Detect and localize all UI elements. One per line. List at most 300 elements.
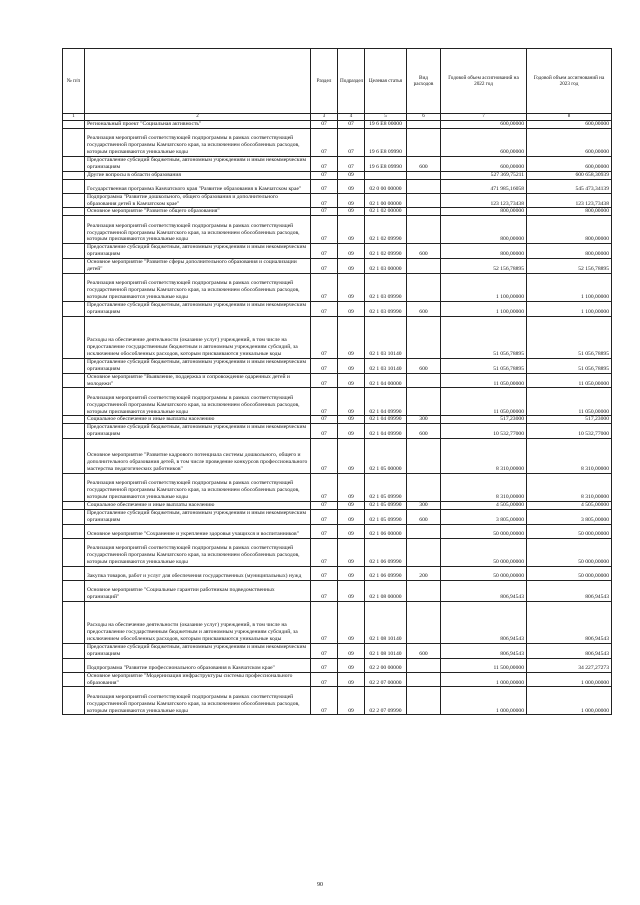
cell-section: 07 — [311, 424, 338, 439]
cell-section: 07 — [311, 358, 338, 373]
cell-allocation-2022: 1 000,00000 — [441, 672, 527, 687]
cell-allocation-2022: 52 156,78895 — [441, 259, 527, 274]
cell-expense-type: 600 — [407, 358, 441, 373]
cell-name: Основное мероприятие "Развитие кадрового потенциала системы дошкольного, общего и дополнительного образования детей, в том числе проведение конкурсов профессионального мастерства педагогических работников" — [85, 439, 311, 474]
table-row — [63, 301, 612, 316]
cell-number — [63, 244, 85, 259]
cell-expense-type: 600 — [407, 510, 441, 525]
cell-section: 07 — [311, 316, 338, 358]
cell-expense-type — [407, 474, 441, 502]
cell-target-item: 02 1 05 09990 — [365, 510, 407, 525]
cell-name: Предоставление субсидий бюджетным, автономным учреждениям и иным некоммерческим организациям — [85, 244, 311, 259]
cell-section: 07 — [311, 121, 338, 129]
cell-number — [63, 156, 85, 171]
cell-expense-type — [407, 121, 441, 129]
cell-number — [63, 658, 85, 672]
table-row — [63, 687, 612, 715]
cell-allocation-2022: 11 050,00000 — [441, 373, 527, 388]
cell-subsection: 09 — [338, 179, 365, 193]
cell-target-item: 19 6 Е8 09990 — [365, 156, 407, 171]
cell-name: Предоставление субсидий бюджетным, автономным учреждениям и иным некоммерческим организациям — [85, 510, 311, 525]
cell-allocation-2022: 527 369,75211 — [441, 171, 527, 179]
cell-allocation-2022: 1 000,00000 — [441, 687, 527, 715]
column-number: 7 — [441, 114, 527, 121]
cell-allocation-2023: 3 805,00000 — [527, 510, 612, 525]
cell-number — [63, 524, 85, 538]
table-row — [63, 179, 612, 193]
table-row — [63, 510, 612, 525]
table-row — [63, 474, 612, 502]
header-allocation-2022: Годовой объем ассигнований на 2022 год — [441, 49, 527, 114]
cell-allocation-2023: 50 000,00000 — [527, 538, 612, 566]
cell-expense-type — [407, 259, 441, 274]
cell-number — [63, 424, 85, 439]
cell-expense-type: 600 — [407, 643, 441, 658]
cell-expense-type — [407, 273, 441, 301]
page-number: 90 — [317, 882, 323, 888]
cell-name: Государственная программа Камчатского края "Развитие образования в Камчатском крае" — [85, 179, 311, 193]
cell-name: Закупка товаров, работ и услуг для обеспечения государственных (муниципальных) нужд — [85, 566, 311, 580]
cell-name: Другие вопросы в области образования — [85, 171, 311, 179]
cell-allocation-2023: 4 505,00000 — [527, 502, 612, 510]
cell-allocation-2023: 806,94543 — [527, 580, 612, 601]
cell-allocation-2023: 11 050,00000 — [527, 388, 612, 416]
cell-section: 07 — [311, 580, 338, 601]
cell-allocation-2022: 806,94543 — [441, 601, 527, 643]
cell-section: 07 — [311, 171, 338, 179]
cell-number — [63, 510, 85, 525]
cell-subsection: 09 — [338, 601, 365, 643]
cell-target-item: 02 0 00 00000 — [365, 179, 407, 193]
header-section: Раздел — [311, 49, 338, 114]
cell-target-item: 02 1 03 00000 — [365, 259, 407, 274]
cell-expense-type — [407, 193, 441, 208]
cell-name: Реализация мероприятий соответствующей подпрограммы в рамках соответствующей государственной программы Камчатского края, за исключением обособленных расходов, которым присваиваются уникальные коды — [85, 128, 311, 156]
cell-allocation-2022: 11 500,00000 — [441, 658, 527, 672]
cell-allocation-2023: 600,00000 — [527, 156, 612, 171]
cell-section: 07 — [311, 179, 338, 193]
cell-target-item: 02 1 04 09990 — [365, 388, 407, 416]
cell-number — [63, 301, 85, 316]
column-number: 5 — [365, 114, 407, 121]
cell-name: Расходы на обеспечение деятельности (оказание услуг) учреждений, в том числе на предоставление государственным бюджетным и автономным учреждениям субсидий, за исключением обособленных расходов, которым присваиваются уникальные коды — [85, 316, 311, 358]
cell-allocation-2022: 8 310,00000 — [441, 474, 527, 502]
cell-allocation-2023: 123 123,73438 — [527, 193, 612, 208]
cell-number — [63, 388, 85, 416]
cell-allocation-2023: 800,00000 — [527, 208, 612, 216]
cell-allocation-2022: 50 000,00000 — [441, 524, 527, 538]
column-number: 1 — [63, 114, 85, 121]
cell-expense-type — [407, 388, 441, 416]
cell-target-item: 02 1 06 09990 — [365, 538, 407, 566]
cell-target-item: 02 1 06 09990 — [365, 566, 407, 580]
cell-target-item: 02 1 03 09990 — [365, 301, 407, 316]
cell-number — [63, 273, 85, 301]
cell-allocation-2023: 800,00000 — [527, 244, 612, 259]
cell-target-item: 19 6 Е8 09990 — [365, 128, 407, 156]
column-number: 8 — [527, 114, 612, 121]
cell-subsection: 09 — [338, 538, 365, 566]
cell-allocation-2022: 806,94543 — [441, 580, 527, 601]
table-row — [63, 658, 612, 672]
table-row — [63, 566, 612, 580]
cell-name: Подпрограмма "Развитие профессионального образования в Камчатском крае" — [85, 658, 311, 672]
cell-name: Реализация мероприятий соответствующей подпрограммы в рамках соответствующей государственной программы Камчатского края, за исключением обособленных расходов, которым присваиваются уникальные коды — [85, 273, 311, 301]
cell-target-item: 02 2 07 09990 — [365, 687, 407, 715]
cell-number — [63, 672, 85, 687]
cell-target-item: 02 1 04 09990 — [365, 416, 407, 424]
header-subsection: Подраздел — [338, 49, 365, 114]
table-row — [63, 259, 612, 274]
table-row — [63, 502, 612, 510]
cell-subsection: 09 — [338, 216, 365, 244]
cell-allocation-2022: 806,94543 — [441, 643, 527, 658]
table-row — [63, 580, 612, 601]
cell-allocation-2023: 806,94543 — [527, 601, 612, 643]
cell-target-item: 19 6 Е8 00000 — [365, 121, 407, 129]
cell-number — [63, 643, 85, 658]
cell-expense-type: 600 — [407, 244, 441, 259]
cell-target-item: 02 1 05 00000 — [365, 439, 407, 474]
table-row — [63, 416, 612, 424]
budget-allocation-table — [62, 48, 612, 715]
table-row — [63, 672, 612, 687]
cell-number — [63, 171, 85, 179]
cell-allocation-2022: 517,23000 — [441, 416, 527, 424]
cell-section: 07 — [311, 259, 338, 274]
cell-section: 07 — [311, 687, 338, 715]
cell-subsection: 07 — [338, 121, 365, 129]
cell-target-item: 02 2 00 00000 — [365, 658, 407, 672]
cell-allocation-2023: 600,00000 — [527, 121, 612, 129]
table-row — [63, 193, 612, 208]
cell-expense-type — [407, 128, 441, 156]
cell-allocation-2022: 11 050,00000 — [441, 388, 527, 416]
cell-number — [63, 358, 85, 373]
budget-table-sheet — [62, 48, 611, 715]
cell-allocation-2022: 600,00000 — [441, 128, 527, 156]
header-row — [63, 49, 612, 114]
cell-number — [63, 121, 85, 129]
cell-expense-type: 600 — [407, 156, 441, 171]
cell-number — [63, 566, 85, 580]
cell-section: 07 — [311, 373, 338, 388]
cell-target-item: 02 2 07 00000 — [365, 672, 407, 687]
cell-expense-type — [407, 538, 441, 566]
cell-name: Основное мероприятие "Развитие общего образования" — [85, 208, 311, 216]
cell-target-item: 02 1 03 10140 — [365, 316, 407, 358]
cell-allocation-2023: 8 310,00000 — [527, 439, 612, 474]
cell-subsection: 09 — [338, 259, 365, 274]
cell-allocation-2023: 51 056,78895 — [527, 316, 612, 358]
cell-allocation-2023: 50 000,00000 — [527, 524, 612, 538]
cell-allocation-2023: 1 000,00000 — [527, 687, 612, 715]
cell-section: 07 — [311, 510, 338, 525]
cell-target-item: 02 1 08 10140 — [365, 601, 407, 643]
cell-allocation-2023: 51 056,78895 — [527, 358, 612, 373]
cell-section: 07 — [311, 502, 338, 510]
cell-name: Реализация мероприятий соответствующей подпрограммы в рамках соответствующей государственной программы Камчатского края, за исключением обособленных расходов, которым присваиваются уникальные коды — [85, 687, 311, 715]
cell-target-item: 02 1 03 09990 — [365, 273, 407, 301]
table-row — [63, 358, 612, 373]
cell-expense-type — [407, 179, 441, 193]
cell-number — [63, 439, 85, 474]
cell-name: Основное мероприятие "Развитие сферы дополнительного образования и социализации детей" — [85, 259, 311, 274]
table-row — [63, 121, 612, 129]
cell-section: 07 — [311, 672, 338, 687]
cell-subsection: 07 — [338, 128, 365, 156]
cell-allocation-2022: 4 505,00000 — [441, 502, 527, 510]
cell-subsection: 09 — [338, 474, 365, 502]
table-row — [63, 388, 612, 416]
cell-section: 07 — [311, 216, 338, 244]
cell-subsection: 09 — [338, 301, 365, 316]
cell-subsection: 09 — [338, 208, 365, 216]
cell-expense-type — [407, 687, 441, 715]
table-row — [63, 424, 612, 439]
cell-name: Реализация мероприятий соответствующей подпрограммы в рамках соответствующей государственной программы Камчатского края, за исключением обособленных расходов, которым присваиваются уникальные коды — [85, 538, 311, 566]
cell-section: 07 — [311, 208, 338, 216]
cell-allocation-2023: 806,94543 — [527, 643, 612, 658]
cell-allocation-2022: 800,00000 — [441, 216, 527, 244]
cell-subsection: 07 — [338, 156, 365, 171]
table-row — [63, 273, 612, 301]
cell-name: Социальное обеспечение и иные выплаты населению — [85, 416, 311, 424]
cell-subsection: 09 — [338, 502, 365, 510]
cell-allocation-2022: 50 000,00000 — [441, 538, 527, 566]
cell-target-item: 02 1 04 09990 — [365, 424, 407, 439]
table-row — [63, 156, 612, 171]
cell-target-item: 02 1 02 00000 — [365, 208, 407, 216]
cell-allocation-2023: 517,23000 — [527, 416, 612, 424]
cell-number — [63, 538, 85, 566]
cell-number — [63, 259, 85, 274]
cell-name: Расходы на обеспечение деятельности (оказание услуг) учреждений, в том числе на предоставление государственным бюджетным и автономным учреждениям субсидий, за исключением обособленных расходов, которым присваиваются уникальные коды — [85, 601, 311, 643]
cell-allocation-2022: 600,00000 — [441, 156, 527, 171]
column-number: 3 — [311, 114, 338, 121]
cell-name: Реализация мероприятий соответствующей подпрограммы в рамках соответствующей государственной программы Камчатского края, за исключением обособленных расходов, которым присваиваются уникальные коды — [85, 216, 311, 244]
cell-section: 07 — [311, 273, 338, 301]
cell-subsection: 09 — [338, 687, 365, 715]
cell-number — [63, 179, 85, 193]
cell-target-item: 02 1 05 09990 — [365, 474, 407, 502]
cell-section: 07 — [311, 538, 338, 566]
cell-expense-type — [407, 373, 441, 388]
cell-allocation-2022: 800,00000 — [441, 208, 527, 216]
cell-subsection: 09 — [338, 373, 365, 388]
cell-expense-type — [407, 316, 441, 358]
cell-subsection: 09 — [338, 524, 365, 538]
table-row — [63, 538, 612, 566]
cell-subsection: 09 — [338, 388, 365, 416]
cell-name: Реализация мероприятий соответствующей подпрограммы в рамках соответствующей государственной программы Камчатского края, за исключением обособленных расходов, которым присваиваются уникальные коды — [85, 474, 311, 502]
cell-allocation-2022: 8 310,00000 — [441, 439, 527, 474]
cell-allocation-2022: 3 805,00000 — [441, 510, 527, 525]
cell-subsection: 09 — [338, 643, 365, 658]
cell-expense-type — [407, 672, 441, 687]
cell-subsection: 09 — [338, 416, 365, 424]
cell-expense-type: 300 — [407, 416, 441, 424]
cell-allocation-2022: 10 532,77000 — [441, 424, 527, 439]
cell-number — [63, 316, 85, 358]
cell-expense-type: 200 — [407, 566, 441, 580]
cell-expense-type — [407, 601, 441, 643]
table-row — [63, 244, 612, 259]
cell-target-item: 02 1 05 09990 — [365, 502, 407, 510]
cell-subsection: 09 — [338, 439, 365, 474]
cell-expense-type — [407, 524, 441, 538]
cell-subsection: 09 — [338, 316, 365, 358]
cell-subsection: 09 — [338, 580, 365, 601]
cell-name: Предоставление субсидий бюджетным, автономным учреждениям и иным некоммерческим организациям — [85, 643, 311, 658]
cell-name: Предоставление субсидий бюджетным, автономным учреждениям и иным некоммерческим организациям — [85, 424, 311, 439]
table-row — [63, 643, 612, 658]
cell-expense-type — [407, 439, 441, 474]
cell-expense-type — [407, 208, 441, 216]
cell-target-item: 02 1 06 00000 — [365, 524, 407, 538]
table-row — [63, 216, 612, 244]
cell-expense-type — [407, 658, 441, 672]
cell-number — [63, 580, 85, 601]
table-row — [63, 171, 612, 179]
cell-subsection: 09 — [338, 424, 365, 439]
header-number: № п/п — [63, 49, 85, 114]
cell-allocation-2023: 10 532,77000 — [527, 424, 612, 439]
cell-target-item: 02 1 08 10140 — [365, 643, 407, 658]
cell-section: 07 — [311, 658, 338, 672]
cell-section: 07 — [311, 643, 338, 658]
header-name — [85, 49, 311, 114]
cell-section: 07 — [311, 156, 338, 171]
cell-allocation-2023: 34 227,27273 — [527, 658, 612, 672]
cell-allocation-2022: 1 100,00000 — [441, 301, 527, 316]
cell-allocation-2022: 471 985,16058 — [441, 179, 527, 193]
cell-section: 07 — [311, 301, 338, 316]
table-row — [63, 524, 612, 538]
cell-target-item: 02 1 02 09990 — [365, 216, 407, 244]
cell-subsection: 09 — [338, 273, 365, 301]
cell-expense-type: 600 — [407, 301, 441, 316]
cell-name: Основное мероприятие "Модернизация инфраструктуры системы профессионального образования" — [85, 672, 311, 687]
cell-name: Социальное обеспечение и иные выплаты населению — [85, 502, 311, 510]
cell-target-item: 02 1 00 00000 — [365, 193, 407, 208]
cell-number — [63, 216, 85, 244]
cell-number — [63, 687, 85, 715]
cell-target-item: 02 1 08 00000 — [365, 580, 407, 601]
cell-expense-type — [407, 171, 441, 179]
cell-allocation-2023: 800,00000 — [527, 216, 612, 244]
cell-section: 07 — [311, 416, 338, 424]
table-row — [63, 128, 612, 156]
cell-allocation-2023: 1 000,00000 — [527, 672, 612, 687]
header-allocation-2023: Годовой объем ассигнований на 2023 год — [527, 49, 612, 114]
cell-subsection: 09 — [338, 566, 365, 580]
cell-name: Основное мероприятие "Выявление, поддержка и сопровождение одаренных детей и молодежи" — [85, 373, 311, 388]
cell-section: 07 — [311, 388, 338, 416]
cell-name: Подпрограмма "Развитие дошкольного, общего образования и дополнительного образования детей в Камчатском крае" — [85, 193, 311, 208]
cell-allocation-2023: 1 100,00000 — [527, 301, 612, 316]
cell-section: 07 — [311, 439, 338, 474]
table-row — [63, 373, 612, 388]
cell-expense-type: 600 — [407, 424, 441, 439]
cell-allocation-2023: 600,00000 — [527, 128, 612, 156]
cell-subsection: 09 — [338, 193, 365, 208]
cell-target-item: 02 1 04 00000 — [365, 373, 407, 388]
cell-section: 07 — [311, 193, 338, 208]
cell-subsection: 09 — [338, 358, 365, 373]
cell-name: Предоставление субсидий бюджетным, автономным учреждениям и иным некоммерческим организациям — [85, 156, 311, 171]
cell-name: Предоставление субсидий бюджетным, автономным учреждениям и иным некоммерческим организациям — [85, 358, 311, 373]
cell-allocation-2022: 123 123,73438 — [441, 193, 527, 208]
cell-expense-type: 300 — [407, 502, 441, 510]
cell-allocation-2022: 600,00000 — [441, 121, 527, 129]
cell-allocation-2022: 800,00000 — [441, 244, 527, 259]
cell-name: Предоставление субсидий бюджетным, автономным учреждениям и иным некоммерческим организациям — [85, 301, 311, 316]
column-number-row — [63, 114, 612, 121]
cell-allocation-2023: 52 156,78895 — [527, 259, 612, 274]
cell-allocation-2023: 11 050,00000 — [527, 373, 612, 388]
cell-allocation-2023: 1 100,00000 — [527, 273, 612, 301]
cell-section: 07 — [311, 474, 338, 502]
cell-number — [63, 601, 85, 643]
cell-subsection: 09 — [338, 244, 365, 259]
cell-target-item — [365, 171, 407, 179]
cell-target-item: 02 1 03 10140 — [365, 358, 407, 373]
cell-allocation-2022: 51 056,78895 — [441, 358, 527, 373]
cell-allocation-2022: 51 056,78895 — [441, 316, 527, 358]
cell-name: Основное мероприятие "Сохранение и укрепление здоровья учащихся и воспитанников" — [85, 524, 311, 538]
cell-allocation-2023: 600 658,30939 — [527, 171, 612, 179]
cell-number — [63, 373, 85, 388]
header-target-item: Целевая статья — [365, 49, 407, 114]
column-number: 4 — [338, 114, 365, 121]
column-number: 2 — [85, 114, 311, 121]
cell-number — [63, 193, 85, 208]
cell-allocation-2022: 1 100,00000 — [441, 273, 527, 301]
cell-subsection: 09 — [338, 672, 365, 687]
table-row — [63, 601, 612, 643]
cell-subsection: 09 — [338, 510, 365, 525]
cell-section: 07 — [311, 601, 338, 643]
cell-section: 07 — [311, 128, 338, 156]
table-body — [63, 121, 612, 715]
cell-section: 07 — [311, 524, 338, 538]
cell-name: Основное мероприятие "Социальные гарантии работникам подведомственных организаций" — [85, 580, 311, 601]
cell-number — [63, 416, 85, 424]
cell-allocation-2023: 8 310,00000 — [527, 474, 612, 502]
cell-number — [63, 474, 85, 502]
cell-allocation-2023: 50 000,00000 — [527, 566, 612, 580]
cell-expense-type — [407, 216, 441, 244]
table-row — [63, 208, 612, 216]
column-number: 6 — [407, 114, 441, 121]
cell-number — [63, 128, 85, 156]
cell-target-item: 02 1 02 09990 — [365, 244, 407, 259]
cell-expense-type — [407, 580, 441, 601]
header-expense-type: Вид расходов — [407, 49, 441, 114]
cell-number — [63, 502, 85, 510]
cell-name: Реализация мероприятий соответствующей подпрограммы в рамках соответствующей государственной программы Камчатского края, за исключением обособленных расходов, которым присваиваются уникальные коды — [85, 388, 311, 416]
cell-section: 07 — [311, 244, 338, 259]
cell-allocation-2022: 50 000,00000 — [441, 566, 527, 580]
table-row — [63, 316, 612, 358]
table-row — [63, 439, 612, 474]
cell-subsection: 09 — [338, 171, 365, 179]
cell-subsection: 09 — [338, 658, 365, 672]
cell-name: Региональный проект "Социальная активность" — [85, 121, 311, 129]
cell-section: 07 — [311, 566, 338, 580]
cell-allocation-2023: 545 473,34139 — [527, 179, 612, 193]
